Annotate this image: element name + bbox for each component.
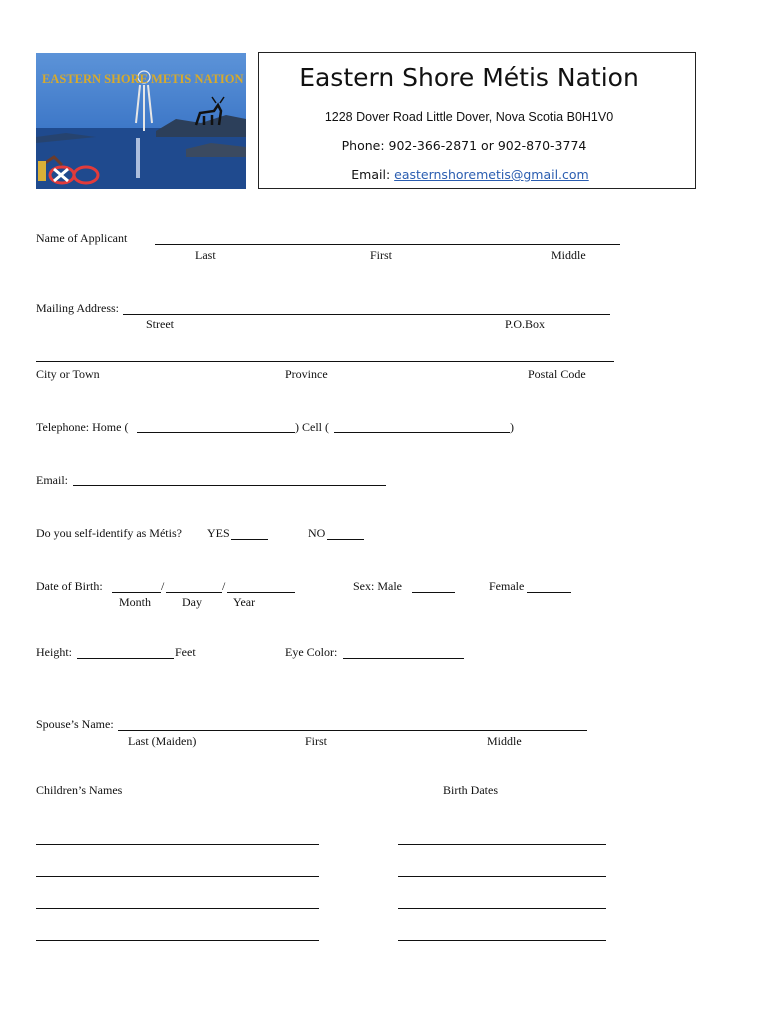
children-names-label: Children’s Names [36, 783, 123, 797]
logo-image [36, 53, 246, 189]
dob-slash-1: / [161, 579, 165, 593]
organization-header [258, 52, 696, 189]
city-caption: City or Town [36, 367, 100, 381]
name-first-caption: First [370, 248, 393, 262]
birth-dates-label: Birth Dates [443, 783, 498, 797]
child-birthdate-field-2[interactable] [398, 876, 606, 877]
postal-code-caption: Postal Code [528, 367, 586, 381]
spouse-first-caption: First [305, 734, 328, 748]
email-link[interactable]: easternshoremetis@gmail.com [394, 167, 589, 182]
applicant-name-field[interactable] [155, 244, 620, 245]
dob-year-caption: Year [233, 595, 256, 609]
email-field[interactable] [73, 485, 386, 486]
dob-day-caption: Day [182, 595, 202, 609]
spouse-name-label: Spouse’s Name: [36, 717, 114, 731]
height-field[interactable] [77, 658, 174, 659]
dob-slash-2: / [222, 579, 226, 593]
name-last-caption: Last [195, 248, 216, 262]
name-middle-caption: Middle [551, 248, 586, 262]
organization-email-row [259, 167, 681, 182]
dob-month-field[interactable] [112, 592, 161, 593]
metis-yes-label: YES [207, 526, 230, 540]
spouse-last-caption: Last (Maiden) [128, 734, 197, 748]
eye-color-label: Eye Color: [285, 645, 338, 659]
logo-text: EASTERN SHORE METIS NATION [42, 72, 244, 86]
organization-title: Eastern Shore Métis Nation [299, 63, 639, 92]
child-birthdate-field-1[interactable] [398, 844, 606, 845]
organization-logo [36, 53, 246, 189]
child-name-field-4[interactable] [36, 940, 319, 941]
metis-no-field[interactable] [327, 539, 364, 540]
dob-label: Date of Birth: [36, 579, 103, 593]
child-name-field-1[interactable] [36, 844, 319, 845]
cell-phone-field[interactable] [334, 432, 510, 433]
organization-address: 1228 Dover Road Little Dover, Nova Scotia B0H1V0 [324, 110, 614, 124]
sex-female-field[interactable] [527, 592, 571, 593]
sex-male-label: Sex: Male [353, 579, 402, 593]
metis-yes-field[interactable] [231, 539, 268, 540]
child-name-field-3[interactable] [36, 908, 319, 909]
height-feet-caption: Feet [175, 645, 196, 659]
spouse-middle-caption: Middle [487, 734, 522, 748]
mailing-address-label: Mailing Address: [36, 301, 119, 315]
child-birthdate-field-3[interactable] [398, 908, 606, 909]
dob-year-field[interactable] [227, 592, 295, 593]
spouse-name-field[interactable] [118, 730, 587, 731]
metis-no-label: NO [308, 526, 326, 540]
mailing-street-caption: Street [146, 317, 174, 331]
eye-color-field[interactable] [343, 658, 464, 659]
email-label: Email: [351, 167, 395, 182]
height-label: Height: [36, 645, 72, 659]
mailing-pobox-caption: P.O.Box [505, 317, 546, 331]
sex-female-label: Female [489, 579, 525, 593]
metis-question: Do you self-identify as Métis? [36, 526, 182, 540]
dob-month-caption: Month [119, 595, 152, 609]
sex-male-field[interactable] [412, 592, 455, 593]
telephone-cell-label: ) Cell ( [295, 420, 329, 434]
telephone-home-label: Telephone: Home ( [36, 420, 129, 434]
city-province-postal-field[interactable] [36, 361, 614, 362]
name-of-applicant-label: Name of Applicant [36, 231, 128, 245]
email-label: Email: [36, 473, 68, 487]
mailing-address-field[interactable] [123, 314, 610, 315]
organization-phone: Phone: 902-366-2871 or 902-870-3774 [341, 138, 587, 153]
dob-day-field[interactable] [166, 592, 222, 593]
child-name-field-2[interactable] [36, 876, 319, 877]
child-birthdate-field-4[interactable] [398, 940, 606, 941]
home-phone-field[interactable] [137, 432, 295, 433]
province-caption: Province [285, 367, 328, 381]
telephone-close-paren: ) [510, 420, 514, 434]
